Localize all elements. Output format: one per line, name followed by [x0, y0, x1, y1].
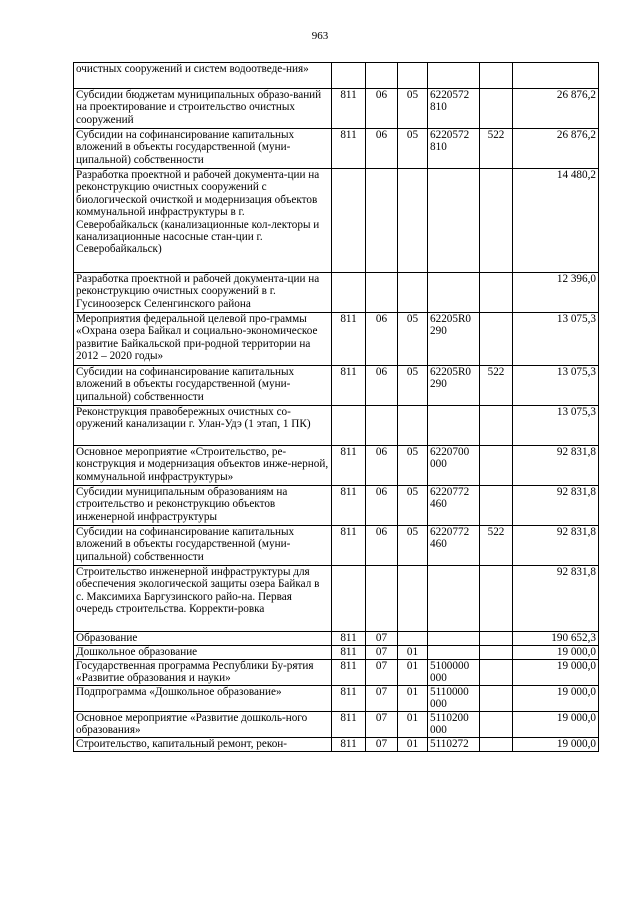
row-subsection-code: 05	[398, 526, 428, 566]
table-row	[74, 566, 599, 632]
row-target-code	[428, 273, 480, 313]
row-target-code: 5110272	[428, 738, 480, 752]
row-name: Основное мероприятие «Строительство, ре-конструкция и модернизация объектов инже-нерной, коммунальной инфраструктуры»	[74, 446, 332, 486]
row-amount: 13 075,3	[513, 313, 599, 366]
row-name: Основное мероприятие «Развитие дошколь-ного образования»	[74, 712, 332, 738]
table-row	[74, 526, 599, 566]
row-name: Субсидии муниципальным образованиям на строительство и реконструкцию объектов инженерной инфраструктуры	[74, 486, 332, 526]
table-row	[74, 660, 599, 686]
row-subsection-code: 05	[398, 446, 428, 486]
row-section-code: 07	[366, 660, 398, 686]
row-amount: 12 396,0	[513, 273, 599, 313]
row-name: Строительство инженерной инфраструктуры для обеспечения экологической защиты озера Байкал в с. Максимиха Баргузинского райо-на. Первая очередь строительства. Корректи-ровка	[74, 566, 332, 632]
row-expense-type	[480, 712, 513, 738]
table-row	[74, 486, 599, 526]
row-section-code: 06	[366, 313, 398, 366]
row-section-code: 07	[366, 646, 398, 660]
row-expense-type	[480, 169, 513, 273]
row-amount: 19 000,0	[513, 712, 599, 738]
table-row	[74, 89, 599, 129]
table-row	[74, 686, 599, 712]
row-amount: 190 652,3	[513, 632, 599, 646]
row-expense-type	[480, 273, 513, 313]
row-name: Мероприятия федеральной целевой про-граммы «Охрана озера Байкал и социально-экономическое развитие Байкальской при-родной территории на 2012 – 2020 годы»	[74, 313, 332, 366]
row-section-code	[366, 169, 398, 273]
row-subsection-code: 01	[398, 686, 428, 712]
row-name: Субсидии бюджетам муниципальных образо-ваний на проектирование и строительство очистных сооружений	[74, 89, 332, 129]
row-expense-type	[480, 486, 513, 526]
row-section-code: 06	[366, 89, 398, 129]
row-amount: 19 000,0	[513, 686, 599, 712]
row-subsection-code: 01	[398, 712, 428, 738]
row-expense-type	[480, 686, 513, 712]
row-section-code	[366, 273, 398, 313]
table-row	[74, 712, 599, 738]
row-expense-type	[480, 738, 513, 752]
row-section-code: 06	[366, 129, 398, 169]
table-row	[74, 273, 599, 313]
row-section-code	[366, 566, 398, 632]
row-ministry-code	[332, 63, 366, 89]
row-expense-type	[480, 660, 513, 686]
row-section-code: 07	[366, 738, 398, 752]
row-ministry-code: 811	[332, 632, 366, 646]
row-ministry-code: 811	[332, 446, 366, 486]
row-amount: 92 831,8	[513, 446, 599, 486]
table-row	[74, 406, 599, 446]
row-amount: 19 000,0	[513, 660, 599, 686]
row-amount	[513, 63, 599, 89]
row-target-code	[428, 646, 480, 660]
row-name: Реконструкция правобережных очистных со-оружений канализации г. Улан-Удэ (1 этап, 1 ПК)	[74, 406, 332, 446]
row-subsection-code: 05	[398, 486, 428, 526]
row-expense-type: 522	[480, 526, 513, 566]
row-target-code: 6220572 810	[428, 129, 480, 169]
row-subsection-code	[398, 566, 428, 632]
row-section-code	[366, 63, 398, 89]
row-ministry-code	[332, 273, 366, 313]
row-target-code: 6220700 000	[428, 446, 480, 486]
row-expense-type	[480, 313, 513, 366]
row-amount: 14 480,2	[513, 169, 599, 273]
row-name: очистных сооружений и систем водоотведе-ния»	[74, 63, 332, 89]
row-section-code: 06	[366, 366, 398, 406]
table-row	[74, 129, 599, 169]
row-expense-type	[480, 446, 513, 486]
row-target-code: 5100000 000	[428, 660, 480, 686]
table-row	[74, 738, 599, 752]
table-row	[74, 632, 599, 646]
row-target-code: 62205R0 290	[428, 313, 480, 366]
row-section-code: 07	[366, 686, 398, 712]
table-row	[74, 313, 599, 366]
row-section-code: 06	[366, 486, 398, 526]
row-name: Субсидии на софинансирование капитальных вложений в объекты государственной (муни-ципальной) собственности	[74, 129, 332, 169]
row-target-code	[428, 406, 480, 446]
row-expense-type	[480, 646, 513, 660]
row-expense-type: 522	[480, 366, 513, 406]
row-expense-type	[480, 89, 513, 129]
row-subsection-code	[398, 406, 428, 446]
row-subsection-code: 05	[398, 89, 428, 129]
row-amount: 19 000,0	[513, 738, 599, 752]
row-section-code: 06	[366, 526, 398, 566]
row-amount: 26 876,2	[513, 129, 599, 169]
row-amount: 13 075,3	[513, 366, 599, 406]
row-name: Субсидии на софинансирование капитальных вложений в объекты государственной (муни-ципальной) собственности	[74, 366, 332, 406]
row-subsection-code: 01	[398, 660, 428, 686]
row-name: Разработка проектной и рабочей документа-ции на реконструкцию очистных сооружений с биологической очисткой и модернизация объектов коммунальной инфраструктуры в г. Северобайкальск (канализационные кол-лекторы и канализационные насосные стан-ции г. Северобайкальск)	[74, 169, 332, 273]
row-expense-type	[480, 63, 513, 89]
row-amount: 92 831,8	[513, 566, 599, 632]
row-subsection-code: 05	[398, 129, 428, 169]
row-ministry-code: 811	[332, 646, 366, 660]
row-target-code: 62205R0 290	[428, 366, 480, 406]
row-amount: 92 831,8	[513, 526, 599, 566]
row-name: Строительство, капитальный ремонт, рекон-	[74, 738, 332, 752]
row-section-code: 07	[366, 712, 398, 738]
table-row	[74, 366, 599, 406]
row-ministry-code	[332, 169, 366, 273]
row-expense-type: 522	[480, 129, 513, 169]
row-expense-type	[480, 566, 513, 632]
row-target-code: 6220572 810	[428, 89, 480, 129]
row-subsection-code: 01	[398, 738, 428, 752]
row-ministry-code: 811	[332, 486, 366, 526]
row-subsection-code	[398, 632, 428, 646]
row-ministry-code: 811	[332, 313, 366, 366]
row-ministry-code	[332, 406, 366, 446]
row-name: Дошкольное образование	[74, 646, 332, 660]
row-subsection-code: 05	[398, 366, 428, 406]
row-target-code: 6220772 460	[428, 526, 480, 566]
row-target-code: 5110000 000	[428, 686, 480, 712]
table-row	[74, 446, 599, 486]
row-amount: 92 831,8	[513, 486, 599, 526]
row-ministry-code: 811	[332, 660, 366, 686]
row-target-code: 5110200 000	[428, 712, 480, 738]
row-ministry-code: 811	[332, 738, 366, 752]
row-section-code	[366, 406, 398, 446]
row-name: Государственная программа Республики Бу-рятия «Развитие образования и науки»	[74, 660, 332, 686]
table-row	[74, 169, 599, 273]
budget-table	[73, 62, 599, 752]
row-section-code: 06	[366, 446, 398, 486]
row-subsection-code: 01	[398, 646, 428, 660]
row-ministry-code: 811	[332, 712, 366, 738]
table-row	[74, 646, 599, 660]
row-subsection-code	[398, 169, 428, 273]
row-name: Разработка проектной и рабочей документа-ции на реконструкцию очистных сооружений в г. Гусиноозерск Селенгинского района	[74, 273, 332, 313]
row-ministry-code: 811	[332, 526, 366, 566]
row-name: Образование	[74, 632, 332, 646]
row-name: Подпрограмма «Дошкольное образование»	[74, 686, 332, 712]
row-ministry-code: 811	[332, 366, 366, 406]
page-number: 963	[311, 30, 329, 42]
row-target-code	[428, 632, 480, 646]
row-amount: 19 000,0	[513, 646, 599, 660]
row-expense-type	[480, 632, 513, 646]
row-ministry-code	[332, 566, 366, 632]
row-name: Субсидии на софинансирование капитальных вложений в объекты государственной (муни-ципальной) собственности	[74, 526, 332, 566]
row-ministry-code: 811	[332, 686, 366, 712]
row-target-code	[428, 566, 480, 632]
row-expense-type	[480, 406, 513, 446]
row-section-code: 07	[366, 632, 398, 646]
row-target-code: 6220772 460	[428, 486, 480, 526]
row-amount: 13 075,3	[513, 406, 599, 446]
table-row	[74, 63, 599, 89]
row-subsection-code: 05	[398, 313, 428, 366]
row-subsection-code	[398, 273, 428, 313]
row-ministry-code: 811	[332, 89, 366, 129]
row-ministry-code: 811	[332, 129, 366, 169]
row-target-code	[428, 63, 480, 89]
row-subsection-code	[398, 63, 428, 89]
row-target-code	[428, 169, 480, 273]
row-amount: 26 876,2	[513, 89, 599, 129]
